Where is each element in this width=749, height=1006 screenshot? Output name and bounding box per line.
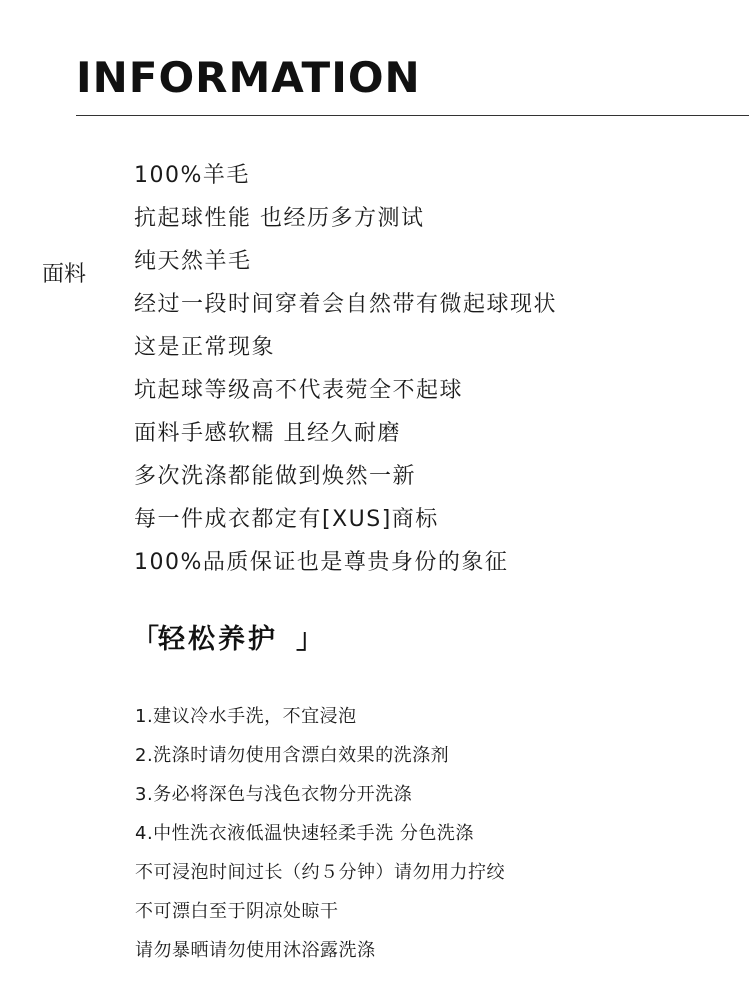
title-divider [76, 115, 749, 116]
care-instruction: 1.建议冷水手洗，不宜浸泡 [135, 706, 357, 727]
material-line: 经过一段时间穿着会自然带有微起球现状 [134, 292, 558, 317]
material-line: 抗起球性能 也经历多方测试 [134, 206, 425, 231]
heading-close-bracket: 」 [296, 624, 323, 655]
care-instructions-list [135, 697, 505, 970]
material-line: 100%羊毛 [134, 163, 250, 188]
material-section-label: 面料 [42, 262, 87, 287]
care-instruction: 不可浸泡时间过长（约５分钟）请勿用力拧绞 [135, 862, 505, 883]
care-instruction: 3.务必将深色与浅色衣物分开洗涤 [135, 784, 413, 805]
material-line: 多次洗涤都能做到焕然一新 [134, 464, 417, 489]
care-instruction: 不可漂白至于阴凉处晾干 [135, 901, 339, 922]
care-instruction: 2.洗涤时请勿使用含漂白效果的洗涤剂 [135, 745, 450, 766]
material-description-list [134, 154, 557, 584]
care-instruction: 4.中性洗衣液低温快速轻柔手洗 分色洗涤 [135, 823, 474, 844]
care-section-title: 轻松养护 [158, 624, 278, 655]
material-line: 面料手感软糯 且经久耐磨 [134, 421, 401, 446]
page-title: INFORMATION [76, 53, 421, 102]
material-line: 坑起球等级高不代表菀全不起球 [134, 378, 464, 403]
material-line: 纯天然羊毛 [134, 249, 252, 274]
material-line: 这是正常现象 [134, 335, 276, 360]
care-section-heading [132, 618, 323, 662]
care-instruction: 请勿暴晒请勿使用沐浴露洗涤 [135, 940, 376, 961]
material-line: 100%品质保证也是尊贵身份的象征 [134, 550, 509, 575]
material-line: 每一件成衣都定有[XUS]商标 [134, 507, 439, 532]
heading-open-bracket: 「 [132, 624, 159, 655]
